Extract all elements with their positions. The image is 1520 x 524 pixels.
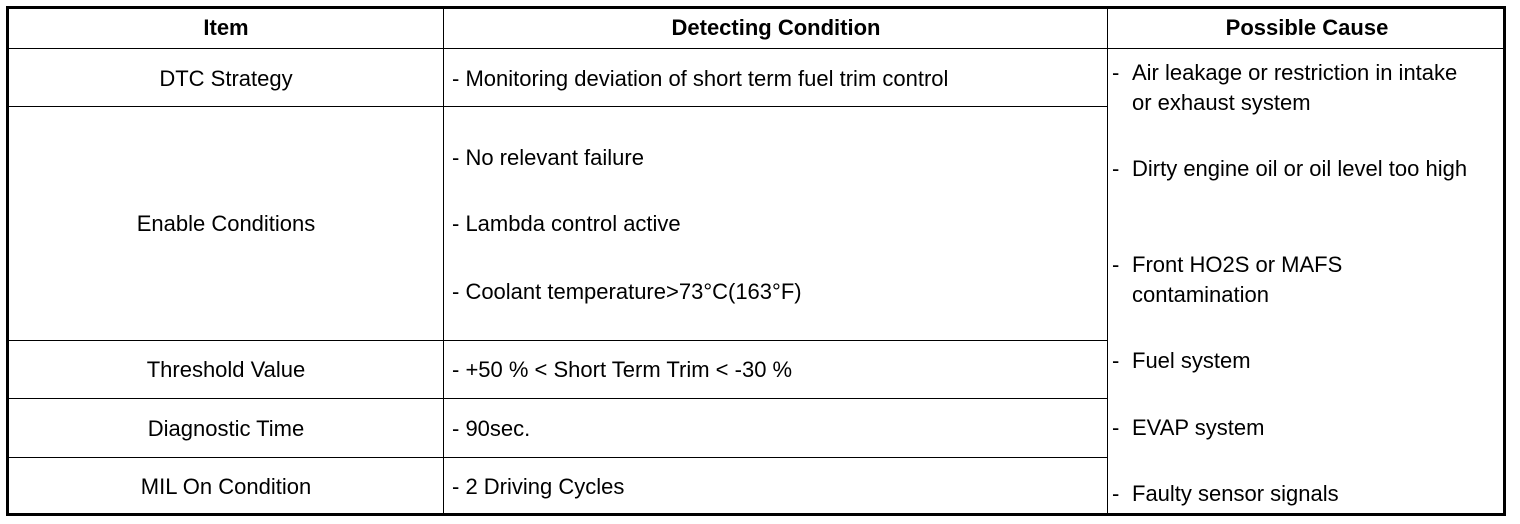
cause-text: Air leakage or restriction in intake or exhaust system — [1132, 60, 1458, 115]
column-divider — [1107, 9, 1108, 513]
item-dtc-strategy: DTC Strategy — [159, 66, 293, 91]
cause-item — [1112, 154, 1492, 184]
header-divider — [9, 48, 1503, 49]
item-enable-conditions: Enable Conditions — [136, 211, 316, 236]
cause-text: Front HO2S or MAFS contamination — [1132, 252, 1343, 307]
item-mil-on-condition: MIL On Condition — [140, 474, 312, 499]
cause-text: Faulty sensor signals — [1132, 481, 1339, 506]
condition-text: - Coolant temperature>73°C(163°F) — [452, 279, 802, 304]
cause-dash: - — [1112, 60, 1120, 85]
cause-text: EVAP system — [1132, 415, 1265, 440]
cause-item — [1112, 346, 1492, 376]
condition-text: - 90sec. — [452, 416, 531, 441]
cause-text: Dirty engine oil or oil level too high — [1132, 156, 1468, 181]
item-diagnostic-time: Diagnostic Time — [147, 416, 305, 441]
cause-text: Fuel system — [1132, 348, 1251, 373]
row-divider — [9, 106, 1107, 107]
column-divider — [443, 9, 444, 513]
cause-item — [1112, 413, 1492, 443]
condition-text: - +50 % < Short Term Trim < -30 % — [452, 357, 793, 382]
cause-dash: - — [1112, 156, 1120, 181]
cause-dash: - — [1112, 252, 1120, 277]
row-divider — [9, 457, 1107, 458]
cause-item — [1112, 250, 1492, 310]
cause-dash: - — [1112, 481, 1120, 506]
cause-item — [1112, 58, 1492, 118]
row-divider — [9, 340, 1107, 341]
condition-text: - No relevant failure — [452, 145, 644, 170]
item-threshold-value: Threshold Value — [146, 357, 306, 382]
condition-text: - Lambda control active — [452, 211, 681, 236]
cause-dash: - — [1112, 415, 1120, 440]
condition-text: - 2 Driving Cycles — [452, 474, 625, 499]
row-divider — [9, 398, 1107, 399]
header-item: Item — [203, 15, 249, 40]
cause-item — [1112, 479, 1492, 509]
condition-text: - Monitoring deviation of short term fuel trim control — [452, 66, 949, 91]
cause-dash: - — [1112, 348, 1120, 373]
header-detecting-condition: Detecting Condition — [671, 15, 881, 40]
header-possible-cause: Possible Cause — [1225, 15, 1389, 40]
